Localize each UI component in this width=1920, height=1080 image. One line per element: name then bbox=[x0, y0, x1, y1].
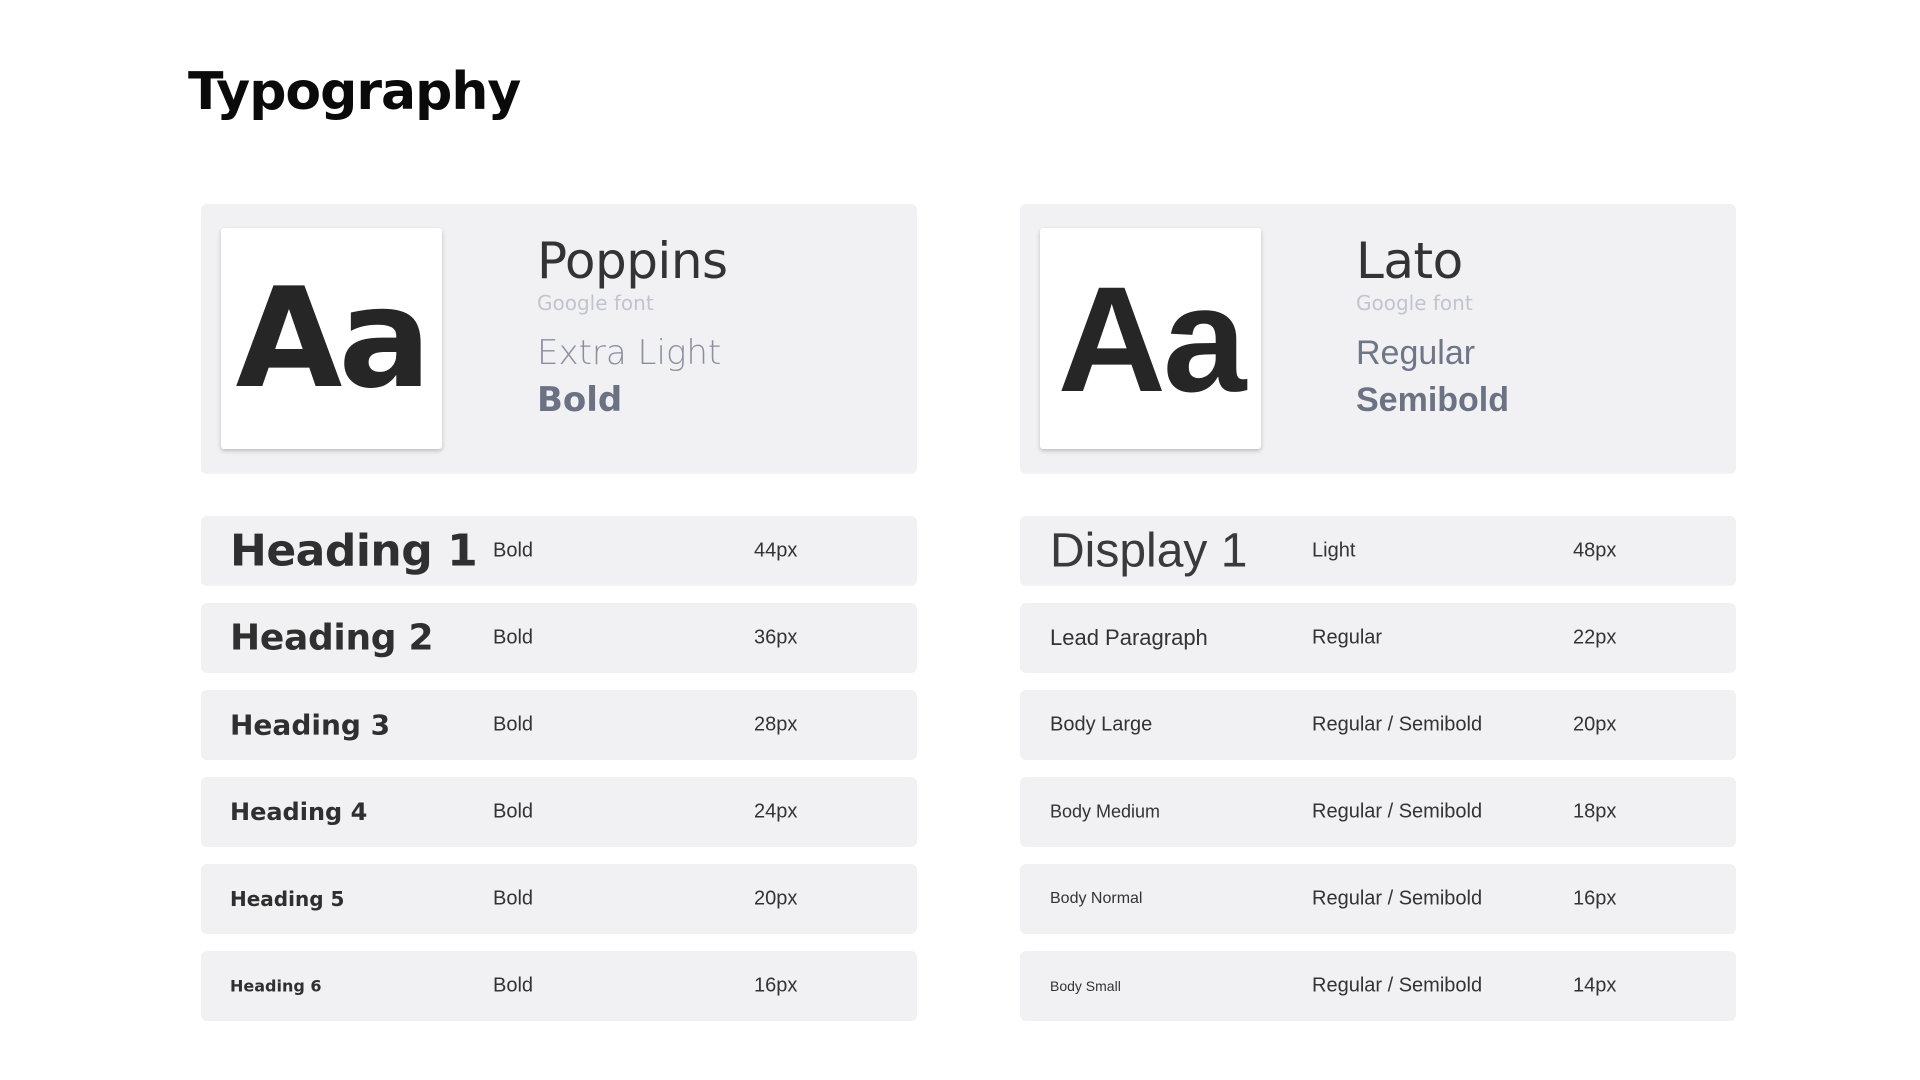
type-style-row bbox=[1020, 516, 1736, 586]
style-sample: Display 1 bbox=[1050, 524, 1248, 578]
font-info bbox=[537, 234, 728, 421]
style-size: 44px bbox=[754, 539, 798, 562]
type-style-row bbox=[201, 603, 917, 673]
style-weight: Bold bbox=[493, 713, 534, 736]
type-style-row bbox=[1020, 777, 1736, 847]
style-sample: Body Medium bbox=[1050, 801, 1161, 822]
style-size: 20px bbox=[1573, 713, 1617, 736]
type-style-row bbox=[201, 690, 917, 760]
style-weight: Bold bbox=[493, 539, 534, 562]
style-sample: Body Large bbox=[1050, 713, 1153, 736]
font-sample-glyph: Aa bbox=[1057, 254, 1244, 423]
font-source: Google font bbox=[537, 291, 654, 315]
lato-column bbox=[1020, 204, 1736, 997]
style-sample: Heading 3 bbox=[230, 708, 391, 742]
type-style-row bbox=[1020, 864, 1736, 934]
type-style-row bbox=[201, 777, 917, 847]
style-size: 36px bbox=[754, 626, 798, 649]
style-weight: Regular / Semibold bbox=[1312, 887, 1483, 910]
page-title: Typography bbox=[188, 62, 521, 122]
style-sample: Lead Paragraph bbox=[1050, 625, 1208, 650]
style-size: 28px bbox=[754, 713, 798, 736]
style-weight: Bold bbox=[493, 974, 534, 997]
style-weight: Regular / Semibold bbox=[1312, 713, 1483, 736]
font-card-lato bbox=[1020, 204, 1736, 474]
font-sample-tile bbox=[221, 228, 442, 449]
type-style-row bbox=[1020, 690, 1736, 760]
font-name: Poppins bbox=[537, 232, 728, 290]
poppins-column bbox=[201, 204, 917, 997]
type-style-row bbox=[201, 951, 917, 1021]
style-weight: Regular / Semibold bbox=[1312, 974, 1483, 997]
font-info bbox=[1356, 234, 1509, 421]
style-weight: Regular bbox=[1312, 626, 1383, 649]
font-name: Lato bbox=[1356, 232, 1463, 290]
type-style-row bbox=[1020, 951, 1736, 1021]
type-style-row bbox=[201, 864, 917, 934]
style-size: 22px bbox=[1573, 626, 1617, 649]
style-sample: Heading 5 bbox=[230, 887, 345, 911]
style-weight: Light bbox=[1312, 539, 1356, 562]
style-sample: Heading 6 bbox=[230, 976, 322, 996]
font-sample-glyph: Aa bbox=[235, 257, 428, 419]
style-size: 14px bbox=[1573, 974, 1617, 997]
style-size: 18px bbox=[1573, 800, 1617, 823]
font-source: Google font bbox=[1356, 291, 1473, 315]
type-style-row bbox=[1020, 603, 1736, 673]
style-weight: Regular / Semibold bbox=[1312, 800, 1483, 823]
style-sample: Heading 1 bbox=[230, 525, 478, 577]
font-weight-light: Extra Light bbox=[537, 333, 722, 373]
style-weight: Bold bbox=[493, 800, 534, 823]
font-weight-regular: Regular bbox=[1356, 334, 1476, 372]
style-sample: Body Normal bbox=[1050, 890, 1143, 907]
style-weight: Bold bbox=[493, 887, 534, 910]
style-size: 48px bbox=[1573, 539, 1617, 562]
style-sample: Heading 4 bbox=[230, 798, 368, 826]
style-size: 24px bbox=[754, 800, 798, 823]
style-size: 16px bbox=[754, 974, 798, 997]
font-sample-tile bbox=[1040, 228, 1261, 449]
style-weight: Bold bbox=[493, 626, 534, 649]
style-size: 20px bbox=[754, 887, 798, 910]
type-style-row bbox=[201, 516, 917, 586]
style-size: 16px bbox=[1573, 887, 1617, 910]
font-weight-bold: Bold bbox=[537, 379, 623, 420]
style-sample: Heading 2 bbox=[230, 617, 434, 659]
font-weight-semibold: Semibold bbox=[1356, 380, 1510, 419]
font-card-poppins bbox=[201, 204, 917, 474]
style-sample: Body Small bbox=[1050, 978, 1121, 994]
